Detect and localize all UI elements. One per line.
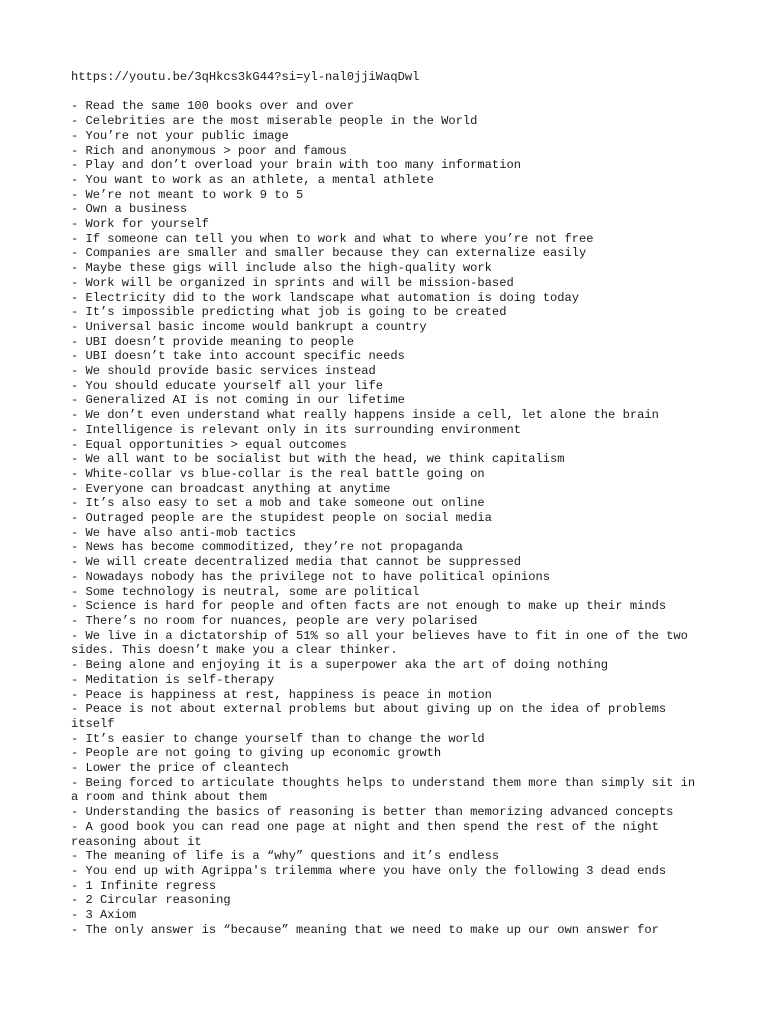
note-line: - Work will be organized in sprints and will be mission-based (71, 275, 514, 290)
note-line: - The only answer is “because” meaning that we need to make up our own answer for (71, 922, 659, 937)
note-line: - Work for yourself (71, 217, 209, 232)
note-line: - You want to work as an athlete, a mental athlete (71, 172, 434, 187)
note-line: - Play and don’t overload your brain with too many information (71, 158, 521, 173)
note-line: - It’s easier to change yourself than to change the world (71, 731, 485, 746)
note-line: - We all want to be socialist but with the head, we think capitalism (71, 452, 565, 467)
video-url: https://youtu.be/3qHkcs3kG44?si=yl-nal0jjiWaqDwl (71, 70, 420, 84)
note-line: - Science is hard for people and often facts are not enough to make up their minds (71, 599, 667, 614)
note-line: - Meditation is self-therapy (71, 672, 275, 687)
note-line: - Outraged people are the stupidest people on social media (71, 511, 492, 526)
note-line: - Everyone can broadcast anything at anytime (71, 481, 391, 496)
note-line: - Celebrities are the most miserable people in the World (71, 114, 478, 129)
note-line: - Being alone and enjoying it is a superpower aka the art of doing nothing (71, 658, 609, 673)
note-line: - Equal opportunities > equal outcomes (71, 437, 347, 452)
note-line: - Maybe these gigs will include also the high-quality work (71, 261, 492, 276)
notes-list (71, 99, 708, 937)
note-line: - We’re not meant to work 9 to 5 (71, 187, 304, 202)
note-line: - You’re not your public image (71, 128, 289, 143)
note-line: - A good book you can read one page at night and then spend the rest of the night reasoning about it (71, 819, 659, 849)
note-line: - It’s impossible predicting what job is going to be created (71, 305, 507, 320)
note-line: - Universal basic income would bankrupt a country (71, 319, 427, 334)
note-line: - It’s also easy to set a mob and take someone out online (71, 496, 485, 511)
note-line: - Rich and anonymous > poor and famous (71, 143, 347, 158)
note-line: - We will create decentralized media that cannot be suppressed (71, 555, 521, 570)
note-line: - You end up with Agrippa's trilemma where you have only the following 3 dead ends (71, 863, 667, 878)
note-line: - White-collar vs blue-collar is the real battle going on (71, 466, 485, 481)
note-line: - Read the same 100 books over and over (71, 99, 355, 114)
note-line: - Electricity did to the work landscape what automation is doing today (71, 290, 580, 305)
note-line: - Companies are smaller and smaller because they can externalize easily (71, 246, 587, 261)
note-line: - Peace is happiness at rest, happiness is peace in motion (71, 687, 492, 702)
note-line: - People are not going to giving up economic growth (71, 746, 442, 761)
note-line: - UBI doesn’t take into account specific needs (71, 349, 405, 364)
note-line: - The meaning of life is a “why” questions and it’s endless (71, 849, 500, 864)
note-line: - Nowadays nobody has the privilege not to have political opinions (71, 569, 550, 584)
note-line: - Generalized AI is not coming in our lifetime (71, 393, 405, 408)
note-line: - If someone can tell you when to work and what to where you’re not free (71, 231, 594, 246)
note-line: - 1 Infinite regress (71, 878, 217, 893)
note-line: - 3 Axiom (71, 908, 137, 923)
note-line: - You should educate yourself all your life (71, 378, 384, 393)
note-line: - News has become commoditized, they’re not propaganda (71, 540, 463, 555)
note-line: - We don’t even understand what really happens inside a cell, let alone the brain (71, 408, 659, 423)
note-line: - 2 Circular reasoning (71, 893, 231, 908)
note-line: - We should provide basic services instead (71, 364, 376, 379)
note-line: - UBI doesn’t provide meaning to people (71, 334, 355, 349)
note-line: - Understanding the basics of reasoning is better than memorizing advanced concepts (71, 805, 674, 820)
note-line: - Intelligence is relevant only in its surrounding environment (71, 422, 521, 437)
note-line: - We have also anti-mob tactics (71, 525, 296, 540)
note-line: - Peace is not about external problems but about giving up on the idea of problems itself (71, 702, 667, 731)
note-line: - Own a business (71, 202, 188, 217)
note-line: - Lower the price of cleantech (71, 761, 289, 776)
note-line: - Being forced to articulate thoughts helps to understand them more than simply sit in a room and think about them (71, 775, 696, 805)
note-line: - We live in a dictatorship of 51% so all your believes have to fit in one of the two sides. This doesn’t make you a clear thinker. (71, 628, 688, 658)
note-line: - Some technology is neutral, some are political (71, 584, 420, 599)
note-line: - There’s no room for nuances, people are very polarised (71, 614, 478, 628)
